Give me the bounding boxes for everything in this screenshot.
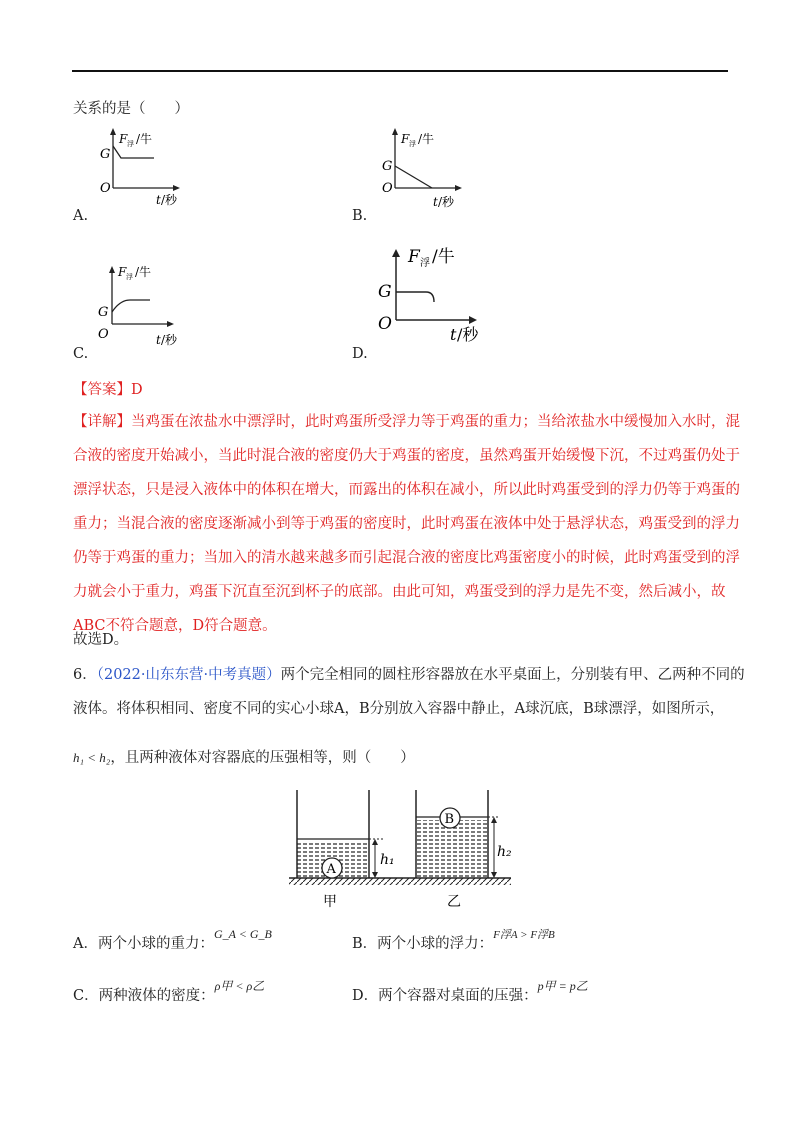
q6-condition-text: ，且两种液体对容器底的压强相等，则（ ） xyxy=(110,750,415,766)
q6-line-1 xyxy=(73,658,745,692)
graph-c xyxy=(90,262,200,350)
graph-a-y-sub: 浮 xyxy=(127,140,134,148)
graph-a-y-unit: /牛 xyxy=(136,132,153,146)
answer-line xyxy=(73,380,143,400)
answer-value: D xyxy=(131,382,143,398)
graph-d-x-t: t xyxy=(450,325,457,344)
h2-label: h₂ xyxy=(497,844,512,860)
detail-line-2: 合液的密度开始减小，当此时混合液的密度仍大于鸡蛋的密度，虽然鸡蛋开始缓慢下沉，不过鸡蛋仍处于 xyxy=(73,448,740,464)
graph-b-curve xyxy=(395,166,432,188)
graph-a-x-unit: /秒 xyxy=(161,193,178,207)
graph-b-y-f: F xyxy=(401,132,410,146)
label-jia: 甲 xyxy=(323,894,337,910)
detail-line-4: 重力；当混合液的密度逐渐减小到等于鸡蛋的密度时，此时鸡蛋在液体中处于悬浮状态，鸡蛋受到的浮力 xyxy=(73,516,740,532)
answer-conclusion: 故选D。 xyxy=(73,632,129,648)
q6-option-d-math: p甲 = p乙 xyxy=(537,979,588,993)
detail-line-7: ABC不符合题意，D符合题意。 xyxy=(73,618,277,634)
graph-b-y-sub: 浮 xyxy=(409,140,416,148)
graph-b-origin: O xyxy=(382,181,393,196)
q6-source: （2022·山东东营·中考真题） xyxy=(96,667,281,683)
graph-a-origin: O xyxy=(100,181,111,196)
answer-detail xyxy=(73,405,740,643)
graph-d-g: G xyxy=(378,282,392,302)
graph-d-origin: O xyxy=(378,314,392,334)
q6-condition-math: h₁ < h₂ xyxy=(73,750,111,765)
graph-d-y-unit: /牛 xyxy=(432,247,455,267)
h1-label: h₁ xyxy=(380,852,395,868)
option-d-label: D. xyxy=(352,346,368,362)
q6-condition xyxy=(73,748,415,768)
option-b-label: B. xyxy=(352,208,368,224)
graph-c-g: G xyxy=(98,305,109,320)
prev-question-tail: 关系的是（ ） xyxy=(73,101,189,117)
graph-c-curve xyxy=(112,300,150,312)
graph-d-x-unit: /秒 xyxy=(457,325,479,344)
q6-text-1: 两个完全相同的圆柱形容器放在水平桌面上，分别装有甲、乙两种不同的 xyxy=(280,667,745,683)
q6-option-d-label: D．两个容器对桌面的压强： xyxy=(352,988,538,1004)
detail-line-3: 漂浮状态，只是浸入液体中的体积在增大，而露出的体积在减小，所以此时鸡蛋受到的浮力仍等于鸡蛋的 xyxy=(73,482,740,498)
q6-line-2: 液体。将体积相同、密度不同的实心小球A，B分别放入容器中静止，A球沉底，B球漂浮，如图所示， xyxy=(73,701,725,717)
detail-line-1 xyxy=(73,405,740,439)
graph-c-y-unit: /牛 xyxy=(135,265,152,279)
q6-option-d[interactable] xyxy=(352,979,588,1006)
graph-d-y-sub: 浮 xyxy=(420,258,430,269)
graph-c-x-unit: /秒 xyxy=(161,333,178,347)
header-rule xyxy=(72,70,728,72)
graph-b-g: G xyxy=(382,159,393,174)
graph-c-y-sub: 浮 xyxy=(126,273,133,281)
graph-a-x-t: t xyxy=(156,193,161,207)
detail-text-1: 当鸡蛋在浓盐水中漂浮时，此时鸡蛋所受浮力等于鸡蛋的重力；当给浓盐水中缓慢加入水时，混 xyxy=(131,414,740,430)
label-yi: 乙 xyxy=(447,894,461,910)
detail-line-6: 力就会小于重力，鸡蛋下沉直至沉到杯子的底部。由此可知，鸡蛋受到的浮力是先不变，然后减小，故 xyxy=(73,584,726,600)
option-a-label: A. xyxy=(73,208,89,224)
liquid-yi xyxy=(416,820,488,878)
q6-option-b[interactable] xyxy=(352,929,555,955)
q6-option-c-label: C．两种液体的密度： xyxy=(73,988,215,1004)
q6-option-b-math: F浮A > F浮B xyxy=(493,929,555,941)
q6-option-b-label: B．两个小球的浮力： xyxy=(352,936,494,952)
graph-d xyxy=(364,244,504,342)
q6-option-a-math: G_A < G_B xyxy=(213,927,272,941)
graph-b-y-unit: /牛 xyxy=(418,132,435,146)
option-c-label: C. xyxy=(73,346,89,362)
detail-tag: 【详解】 xyxy=(73,414,131,430)
ball-a-label: A xyxy=(326,862,336,877)
graph-c-origin: O xyxy=(98,327,109,342)
ball-b-label: B xyxy=(444,812,455,827)
graph-c-y-f: F xyxy=(118,265,127,279)
q6-option-a[interactable] xyxy=(73,927,272,954)
ground-hatch xyxy=(289,878,511,885)
graph-d-curve xyxy=(396,292,434,302)
graph-c-x-t: t xyxy=(156,333,161,347)
detail-line-5: 仍等于鸡蛋的重力；当加入的清水越来越多而引起混合液的密度比鸡蛋密度小的时候，此时鸡蛋受到的浮 xyxy=(73,550,740,566)
q6-figure xyxy=(285,786,520,911)
question-6 xyxy=(73,658,745,726)
graph-a-y-f: F xyxy=(119,132,128,146)
answer-tag: 【答案】 xyxy=(73,382,131,398)
graph-b-x-unit: /秒 xyxy=(438,195,455,209)
q6-option-c-math: ρ甲 < ρ乙 xyxy=(214,979,265,993)
q6-number: 6． xyxy=(73,667,97,683)
graph-b xyxy=(370,126,490,211)
graph-b-x-t: t xyxy=(433,195,438,209)
q6-option-a-label: A．两个小球的重力： xyxy=(73,936,214,952)
graph-a-g: G xyxy=(100,147,111,162)
graph-d-y-f: F xyxy=(408,247,420,267)
graph-a xyxy=(88,126,208,207)
